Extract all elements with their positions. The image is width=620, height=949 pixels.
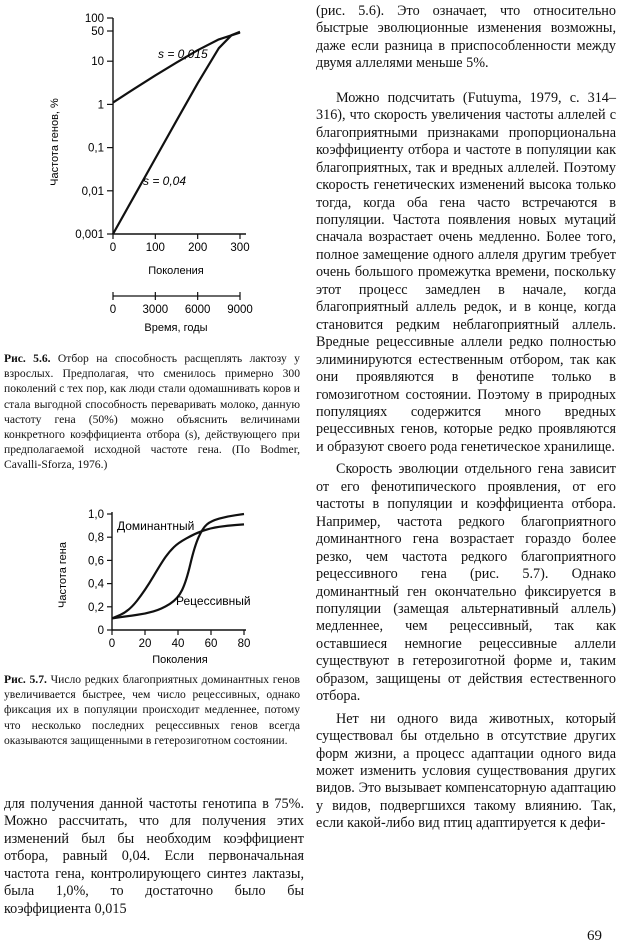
fig56-x-tick-label: 100 (145, 242, 165, 254)
fig56-series-line (113, 33, 240, 103)
fig57-x-tick-label: 40 (171, 638, 185, 650)
fig56-x-tick-label: 200 (188, 242, 208, 254)
fig57-y-tick-label: 0,8 (88, 532, 104, 545)
figure-5-6-chart (0, 0, 312, 345)
caption-5-6-label: Рис. 5.6. (4, 352, 51, 365)
figure-5-7-chart (0, 500, 312, 668)
caption-5-7-label: Рис. 5.7. (4, 673, 47, 686)
fig57-y-tick-label: 0,6 (88, 555, 104, 568)
fig57-x-ticks (109, 630, 251, 650)
fig57-y-tick-label: 0,4 (88, 578, 104, 591)
fig56-x-tick-label: 300 (230, 242, 250, 254)
fig56-x2-tick-label: 9000 (227, 304, 253, 316)
fig56-y-tick-label: 0,001 (75, 229, 104, 241)
page-number: 69 (587, 928, 602, 944)
fig56-y-tick-label: 0,01 (81, 185, 104, 198)
fig56-y-label: Частота генов, % (49, 98, 61, 186)
fig56-y-tick-label: 10 (91, 56, 104, 69)
fig56-x2-tick-label: 6000 (184, 304, 211, 316)
figure-5-7-caption (4, 672, 300, 748)
fig56-x-tick-label: 0 (109, 242, 117, 254)
fig56-y-tick-label: 100 (84, 13, 104, 25)
fig57-y-tick-label: 0,2 (88, 601, 104, 614)
fig56-x2-tick-label: 3000 (142, 304, 169, 316)
caption-5-7-text: Число редких благоприятных доминантных генов увеличивается быстрее, чем число рецессивных, однако фиксация их в популяции происходит медленнее, потому что несколько последних рецессивных генов всегда оказываются защищенными в гетерозиготном состоянии. (4, 673, 300, 747)
figure-5-7 (0, 500, 312, 668)
paragraph-3: Скорость эволюции отдельного гена зависит от его фенотипического проявления, от его частоты в популяции и коэффициента отбора. Например, частота редкого благоприятного доминантного гена возрастает гораздо более резко, чем частота редкого благоприятного рецессивного гена (рис. 5.7). Однако доминантный ген окончательно фиксируется в популяции (замещая альтернативный аллель) медленнее, чем рецессивный, так как оставшиеся немногие рецессивные аллели существуют в гетерозиготной форме и, таким образом, защищены от действия естественного отбора. (316, 461, 616, 705)
caption-5-6-text: Отбор на способность расщеплять лактозу у взрослых. Предполагая, что сменилось примерно 300 поколений с тех пор, как люди стали одомашнивать коров и стала выгодной способность переваривать молоко, данную частоту гена (50%) можно объяснить величинами конкретного коэффициента отбора (s), действующего при предполагаемой исходной частоте гена. (По Bodmer, Cavalli-Sforza, 1976.) (4, 352, 300, 472)
fig57-x-tick-label: 60 (204, 638, 218, 650)
fig57-y-ticks (88, 509, 112, 637)
fig56-x2-label: Время, годы (144, 322, 208, 334)
fig56-x2-ticks (110, 292, 253, 316)
fig57-series (112, 514, 251, 618)
fig57-x-tick-label: 80 (237, 638, 251, 650)
fig56-series-label: s = 0,015 (158, 47, 208, 61)
fig56-y-tick-label: 1 (97, 99, 104, 112)
fig57-x-tick-label: 20 (138, 638, 152, 650)
left-body-text: для получения данной частоты генотипа в 75%. Можно рассчитать, что для получения этих изменений был бы необходим коэффициент отбора, равный 0,04. Если первоначальная частота гена, контролирующего синтез лактазы, была 1,0%, то достаточно было бы коэффициента 0,015 (4, 796, 304, 917)
fig56-x-label: Поколения (148, 265, 204, 277)
fig57-x-tick-label: 0 (108, 638, 116, 650)
fig57-series-label: Доминантный (117, 519, 195, 533)
fig57-x-label: Поколения (152, 654, 208, 666)
fig56-y-tick-label: 0,1 (88, 142, 104, 155)
fig57-y-label: Частота гена (57, 542, 69, 608)
paragraph-1: (рис. 5.6). Это означает, что относительно быстрые эволюционные изменения возможны, даже если разница в приспособленности между двумя аллелями меньше 5%. (316, 3, 616, 72)
fig56-series (113, 32, 240, 234)
fig56-x-ticks (110, 234, 250, 254)
paragraph-4: Нет ни одного вида животных, который существовал бы отдельно в отсутствие других форм жизни, а процесс адаптации одного вида может изменить условия существования других видов. Это вызывает компенсаторную адаптацию у видов, подвергшихся такому влиянию. Так, если какой-либо вид птиц адаптируется к дефи- (316, 710, 616, 832)
fig56-y-tick-label: 50 (91, 26, 104, 39)
fig56-x2-tick-label: 0 (109, 304, 117, 316)
fig57-y-tick-label: 1,0 (88, 509, 104, 521)
right-column (316, 3, 616, 833)
fig56-series-label: s = 0,04 (143, 174, 187, 188)
fig56-y-ticks (75, 13, 113, 241)
paragraph-2: Можно подсчитать (Futuyma, 1979, с. 314–316), что скорость увеличения частоты аллелей с благоприятными признаками пропорциональна коэффициенту отбора и частоте в популяции как благоприятных, так и вредных аллелей. Поэтому скорость генетических изменений высока только тогда, когда оба гена часто встречаются в популяции. Частота появления новых мутаций сначала возрастает очень медленно. Более того, полное замещение одного аллеля другим требует очень большого промежутка времени, поскольку этот процесс замедлен в начале, когда благоприятный аллель редок, и в конце, когда становится редким неблагоприятный аллель. Вредные рецессивные аллели редко полностью элиминируются естественным отбором, так как они проявляются в фенотипе только в гомозиготном состоянии. Поэтому в природных популяциях содержится много вредных рецессивных генов, которые редко проявляются и образуют своего рода генетическое хранилище. (316, 89, 616, 455)
figure-5-6 (0, 0, 312, 345)
fig57-y-tick-label: 0 (97, 625, 104, 637)
figure-5-6-caption (4, 351, 300, 473)
fig57-series-label: Рецессивный (176, 594, 251, 608)
